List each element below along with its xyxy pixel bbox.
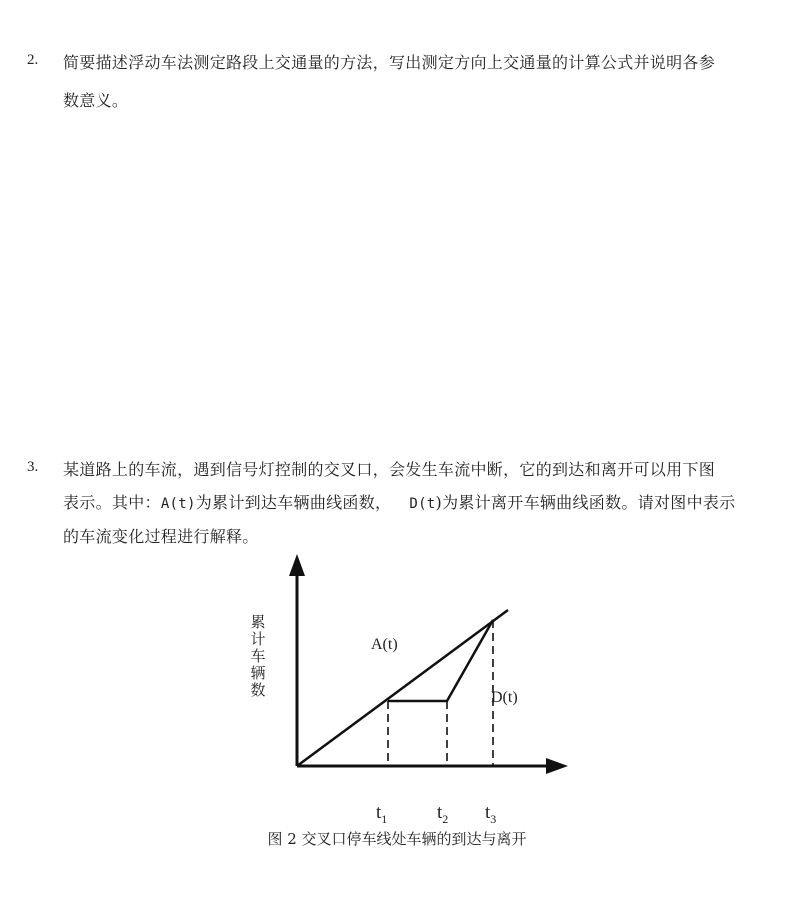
- line-2-text-a: 表示。其中：: [63, 493, 161, 512]
- question-3-line-2: [63, 490, 735, 513]
- figure-caption: 图 2 交叉口停车线处车辆的到达与离开: [267, 830, 527, 848]
- line-2-text-e: )为累计离开车辆曲线函数。请对图中表示: [435, 493, 736, 512]
- y-axis-label-char: 车: [250, 647, 266, 665]
- arrival-curve-label: A(t): [371, 636, 398, 653]
- question-3-line-1: 某道路上的车流，遇到信号灯控制的交叉口，会发生车流中断，它的到达和离开可以用下图: [63, 460, 716, 479]
- question-3-line-3: 的车流变化过程进行解释。: [63, 527, 259, 546]
- departure-function-name: D(t: [409, 496, 436, 512]
- arrival-curve: [297, 610, 508, 766]
- departure-curve-label: D(t): [491, 689, 518, 706]
- t3-label: $t_3$: [485, 802, 497, 826]
- question-2-line-1: 简要描述浮动车法测定路段上交通量的方法，写出测定方向上交通量的计算公式并说明各参: [63, 53, 716, 72]
- line-2-text-c: 为累计到达车辆曲线函数，: [195, 493, 392, 512]
- t2-label: $t_2$: [437, 802, 449, 826]
- y-axis-label-char: 数: [250, 681, 266, 699]
- y-axis-label-char: 计: [250, 630, 266, 648]
- question-3-number: 3.: [27, 459, 39, 475]
- y-axis-arrow: [289, 554, 305, 576]
- x-axis-arrow: [546, 758, 568, 774]
- question-2-number: 2.: [27, 52, 39, 68]
- arrival-function-name: A(t): [160, 496, 196, 512]
- y-axis-label: [248, 614, 268, 699]
- y-axis-label-char: 辆: [250, 664, 266, 682]
- arrival-departure-diagram: [230, 552, 590, 812]
- question-2-line-2: 数意义。: [63, 91, 129, 110]
- t1-label: $t_1$: [376, 802, 388, 826]
- y-axis-label-char: 累: [250, 613, 266, 631]
